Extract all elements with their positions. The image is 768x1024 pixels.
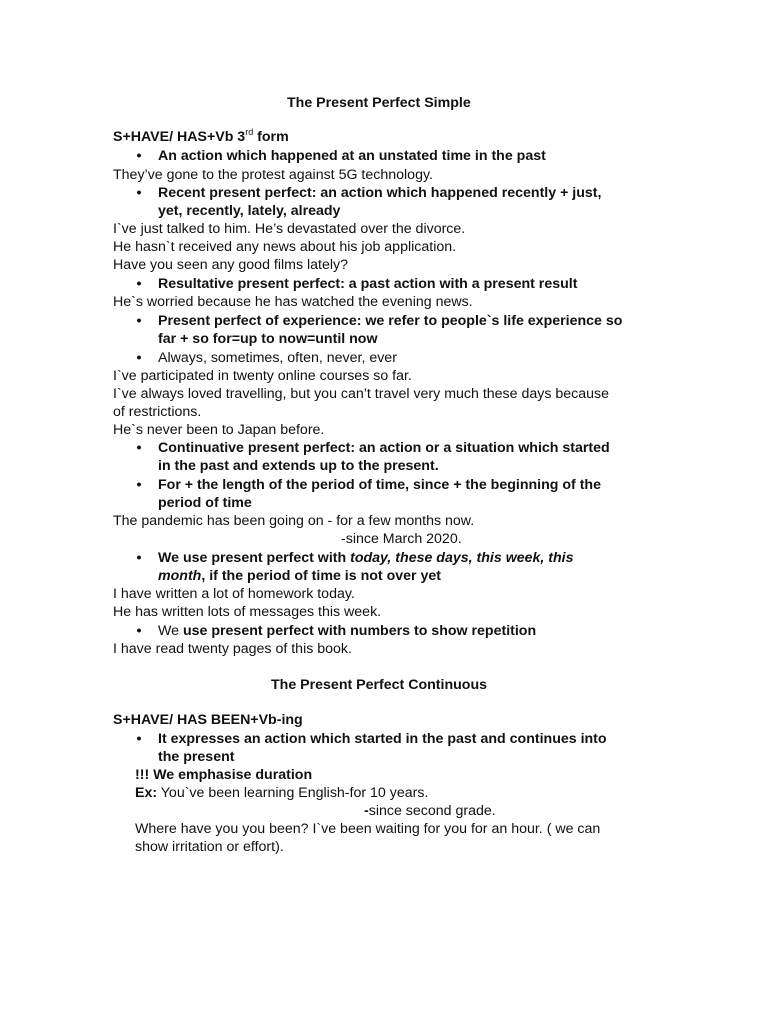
example-text: I have read twenty pages of this book. — [113, 641, 352, 657]
rule-text: in the past and extends up to the present. — [158, 458, 439, 474]
example-text: -since March 2020. — [341, 531, 462, 547]
rule-text: period of time — [158, 495, 252, 511]
example-text: Have you seen any good films lately? — [113, 257, 349, 273]
example-text: He has written lots of messages this week. — [113, 604, 382, 620]
example-text: Ex: You`ve been learning English-for 10 years. — [135, 785, 429, 801]
bullet-icon: • — [136, 350, 142, 366]
rule-text: We use present perfect with numbers to show repetition — [158, 623, 537, 639]
emphasis-note: !!! We emphasise duration — [135, 767, 313, 783]
rule-text: yet, recently, lately, already — [158, 203, 341, 219]
bullet-icon: • — [136, 313, 142, 329]
formula: S+HAVE/ HAS BEEN+Vb-ing — [113, 712, 303, 728]
example-text: He hasn`t received any news about his job application. — [113, 239, 457, 255]
rule-text: Always, sometimes, often, never, ever — [158, 350, 397, 366]
example-text: I`ve participated in twenty online courses so far. — [113, 368, 412, 384]
example-text: I`ve always loved travelling, but you can’t travel very much these days because — [113, 386, 610, 402]
example-text: They’ve gone to the protest against 5G technology. — [113, 167, 433, 183]
rule-text: Present perfect of experience: we refer to people`s life experience so — [158, 313, 623, 329]
example-text: He`s worried because he has watched the evening news. — [113, 294, 473, 310]
rule-text: We use present perfect with today, these days, this week, this — [158, 550, 574, 566]
section-title: The Present Perfect Continuous — [271, 677, 487, 693]
example-text: I`ve just talked to him. He’s devastated over the divorce. — [113, 221, 466, 237]
rule-text: month, if the period of time is not over yet — [158, 568, 441, 584]
section-title: The Present Perfect Simple — [287, 95, 471, 111]
example-text: show irritation or effort). — [135, 839, 284, 855]
rule-text: Resultative present perfect: a past action with a present result — [158, 276, 578, 292]
bullet-icon: • — [136, 550, 142, 566]
rule-text: far + so for=up to now=until now — [158, 331, 378, 347]
example-text: I have written a lot of homework today. — [113, 586, 355, 602]
rule-text: Recent present perfect: an action which happened recently + just, — [158, 185, 602, 201]
example-text: Where have you you been? I`ve been waiting for you for an hour. ( we can — [135, 821, 601, 837]
bullet-icon: • — [136, 623, 142, 639]
rule-text: Continuative present perfect: an action or a situation which started — [158, 440, 610, 456]
example-text: of restrictions. — [113, 404, 202, 420]
example-text: -since second grade. — [364, 803, 496, 819]
bullet-icon: • — [136, 148, 142, 164]
rule-text: For + the length of the period of time, since + the beginning of the — [158, 477, 601, 493]
rule-text: the present — [158, 749, 235, 765]
example-text: The pandemic has been going on - for a few months now. — [113, 513, 475, 529]
bullet-icon: • — [136, 276, 142, 292]
bullet-icon: • — [136, 185, 142, 201]
bullet-icon: • — [136, 440, 142, 456]
rule-text: It expresses an action which started in the past and continues into — [158, 731, 607, 747]
rule-text: An action which happened at an unstated time in the past — [158, 148, 546, 164]
formula: S+HAVE/ HAS+Vb 3rd form — [113, 127, 289, 145]
bullet-icon: • — [136, 477, 142, 493]
example-text: He`s never been to Japan before. — [113, 422, 325, 438]
bullet-icon: • — [136, 731, 142, 747]
